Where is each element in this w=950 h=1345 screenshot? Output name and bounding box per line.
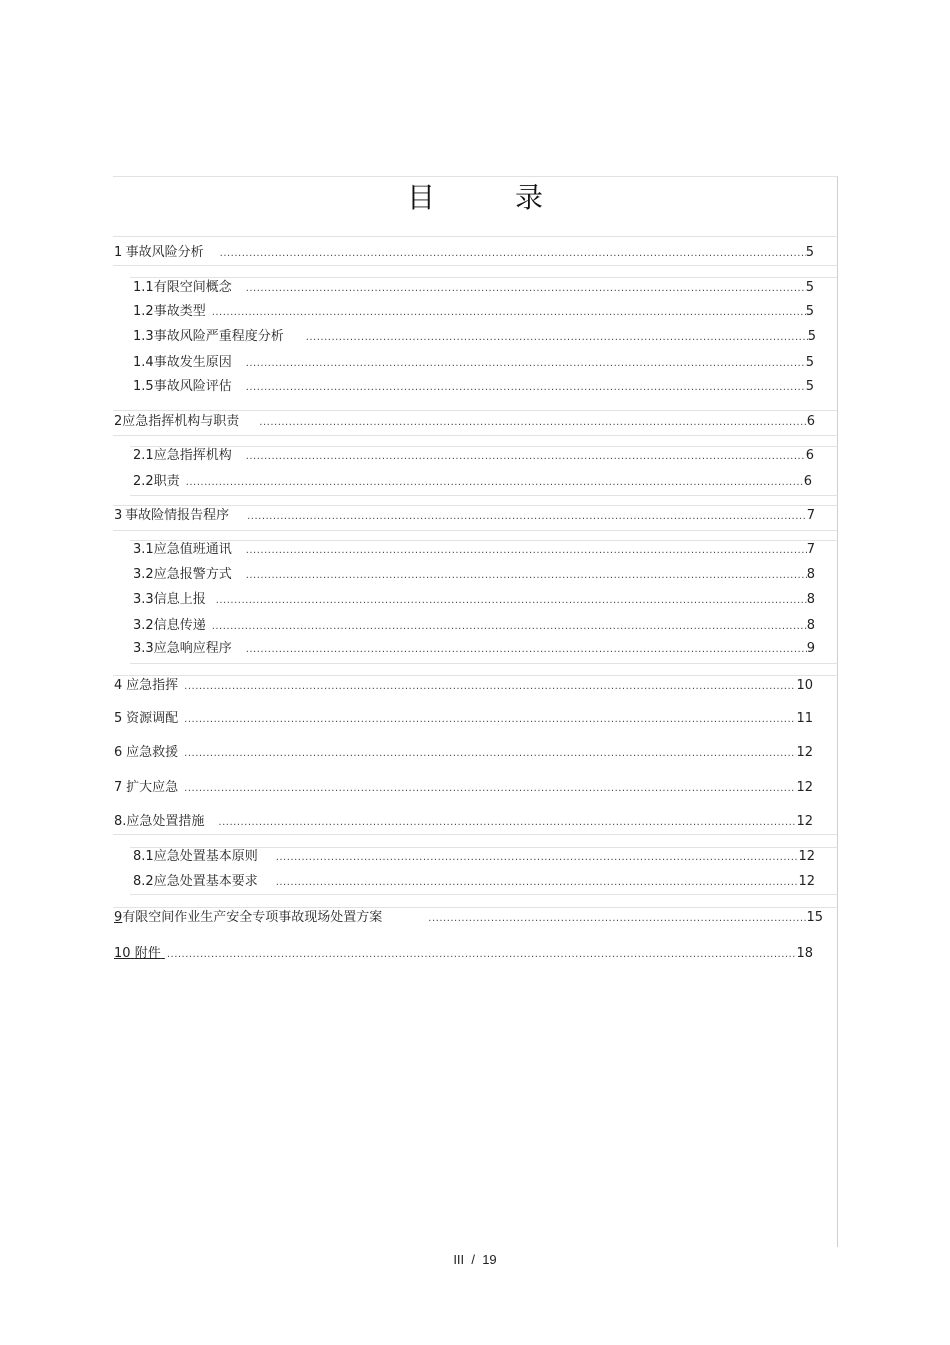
toc-entry[interactable] — [114, 677, 813, 695]
toc-entry-page: 12 — [796, 814, 813, 829]
toc-leader-dots — [253, 414, 806, 432]
toc-entry-title: 应急处置基本原则 — [153, 849, 258, 864]
toc-entry-page: 12 — [796, 780, 813, 795]
toc-entry-number: 2.1 — [133, 448, 154, 463]
toc-entry[interactable] — [114, 507, 815, 525]
toc-leader-dots — [270, 874, 799, 892]
toc-leader-dots — [240, 641, 807, 659]
toc-entry[interactable] — [133, 541, 815, 559]
toc-entry[interactable] — [133, 473, 812, 491]
toc-leader-dots — [240, 280, 806, 298]
toc-leader-dots — [240, 567, 807, 585]
toc-entry-page: 12 — [798, 849, 815, 864]
toc-entry[interactable] — [114, 909, 823, 927]
toc-entry-page: 8 — [806, 618, 815, 633]
toc-entry-number: 1.3 — [133, 329, 154, 344]
toc-entry[interactable] — [114, 813, 813, 831]
toc-entry-title: 事故风险分析 — [125, 245, 204, 260]
toc-leader-dots — [178, 711, 796, 729]
toc-entry[interactable] — [133, 848, 815, 866]
toc-leader-dots — [422, 910, 806, 928]
toc-entry-number: 4 — [114, 678, 123, 693]
toc-entry[interactable] — [114, 244, 814, 262]
toc-entry[interactable] — [133, 617, 815, 635]
toc-entry-title: 应急指挥机构 — [153, 448, 232, 463]
toc-leader-dots — [212, 814, 796, 832]
toc-entry-title: 有限空间概念 — [153, 280, 232, 295]
toc-entry-number: 1.1 — [133, 280, 154, 295]
toc-entry[interactable] — [114, 413, 815, 431]
toc-entry-page: 5 — [807, 329, 816, 344]
toc-entry-page: 12 — [798, 874, 815, 889]
toc-entry-page: 6 — [803, 474, 812, 489]
toc-entry[interactable] — [133, 566, 815, 584]
toc-entry-page: 5 — [805, 355, 814, 370]
toc-entry-number: 3.2 — [133, 567, 154, 582]
toc-entry-number: 3 — [114, 508, 123, 523]
toc-entry-page: 12 — [796, 745, 813, 760]
toc-entry-number: 9 — [114, 910, 123, 925]
toc-entry-link — [114, 945, 165, 963]
toc-entry[interactable] — [133, 279, 814, 297]
toc-entry-number: 3.3 — [133, 592, 154, 607]
toc-entry-title: 资源调配 — [126, 711, 179, 726]
toc-entry-title: 信息上报 — [153, 592, 206, 607]
toc-entry-page: 10 — [796, 678, 813, 693]
toc-entry-number: 2.2 — [133, 474, 154, 489]
toc-entry-title: 应急报警方式 — [153, 567, 232, 582]
toc-entry-number: 1 — [114, 245, 123, 260]
toc-leader-dots — [210, 592, 807, 610]
toc-entry-page: 7 — [806, 542, 815, 557]
toc-entry-page: 5 — [805, 304, 814, 319]
toc-leader-dots — [178, 678, 796, 696]
toc-entry-page: 9 — [806, 641, 815, 656]
toc-entry-number: 8.2 — [133, 874, 154, 889]
page-footer: III / 19 — [453, 1252, 497, 1267]
toc-entry-title: 事故风险评估 — [153, 379, 232, 394]
toc-leader-dots — [270, 849, 799, 867]
toc-leader-dots — [240, 355, 806, 373]
toc-entry[interactable] — [133, 354, 814, 372]
toc-entry-page: 18 — [796, 946, 813, 961]
toc-entry-number: 1.5 — [133, 379, 154, 394]
toc-entry-page: 6 — [806, 414, 815, 429]
toc-entry-page: 5 — [805, 379, 814, 394]
toc-entry-title: 应急指挥机构与职责 — [122, 414, 240, 429]
toc-entry-title: 应急值班通讯 — [153, 542, 232, 557]
toc-entry-title: 有限空间作业生产安全专项事故现场处置方案 — [122, 910, 383, 925]
toc-entry-number: 7 — [114, 780, 123, 795]
toc-leader-dots — [300, 329, 808, 347]
toc-entry-number: 8. — [114, 814, 127, 829]
toc-entry[interactable] — [133, 378, 814, 396]
toc-entry-number: 6 — [114, 745, 123, 760]
toc-entry-number: 1.2 — [133, 304, 154, 319]
toc-leader-dots — [206, 618, 807, 636]
toc-leader-dots — [165, 946, 797, 964]
toc-entry-page: 8 — [806, 567, 815, 582]
page-title: 目 录 — [406, 181, 569, 214]
toc-entry[interactable] — [114, 779, 813, 797]
toc-entry[interactable] — [133, 591, 815, 609]
toc-entry[interactable] — [133, 640, 815, 658]
toc-entry[interactable] — [133, 303, 814, 321]
toc-entry-number: 5 — [114, 711, 123, 726]
toc-entry-number: 10 — [114, 946, 131, 961]
toc-entry-title: 应急指挥 — [126, 678, 179, 693]
toc-entry-title: 信息传递 — [153, 618, 206, 633]
toc-entry-number: 3.1 — [133, 542, 154, 557]
toc-entry-page: 11 — [796, 711, 813, 726]
toc-entry-title: 应急处置基本要求 — [153, 874, 258, 889]
toc-entry-page: 6 — [805, 448, 814, 463]
toc-entry-number: 3.3 — [133, 641, 154, 656]
toc-leader-dots — [240, 448, 806, 466]
toc-entry[interactable] — [133, 447, 814, 465]
toc-entry[interactable] — [133, 328, 816, 346]
toc-leader-dots — [240, 542, 807, 560]
toc-leader-dots — [206, 304, 806, 322]
toc-entry-page: 5 — [805, 280, 814, 295]
toc-entry-number: 1.4 — [133, 355, 154, 370]
toc-entry-title: 事故发生原因 — [153, 355, 232, 370]
toc-entry[interactable] — [114, 710, 813, 728]
toc-entry-page: 7 — [806, 508, 815, 523]
toc-leader-dots — [214, 245, 806, 263]
toc-entry-title: 应急处置措施 — [126, 814, 205, 829]
toc-entry-title: 附件 — [134, 946, 161, 961]
toc-entry-page: 5 — [805, 245, 814, 260]
toc-leader-dots — [178, 780, 796, 798]
toc-entry-title: 应急响应程序 — [153, 641, 232, 656]
toc-entry-title: 扩大应急 — [126, 780, 179, 795]
toc-entry-page: 8 — [806, 592, 815, 607]
toc-entry-page: 15 — [806, 910, 823, 925]
toc-entry-title: 事故风险严重程度分析 — [153, 329, 284, 344]
toc-entry-number: 8.1 — [133, 849, 154, 864]
toc-entry-title: 事故险情报告程序 — [125, 508, 230, 523]
toc-entry-number: 3.2 — [133, 618, 154, 633]
toc-entry[interactable] — [114, 945, 813, 963]
toc-entry[interactable] — [114, 744, 813, 762]
toc-entry[interactable] — [133, 873, 815, 891]
toc-entry-title: 职责 — [153, 474, 180, 489]
toc-leader-dots — [180, 474, 804, 492]
toc-entry-title: 应急救援 — [126, 745, 179, 760]
toc-leader-dots — [241, 508, 807, 526]
toc-entry-title: 事故类型 — [153, 304, 206, 319]
toc-leader-dots — [178, 745, 796, 763]
toc-entry-number: 2 — [114, 414, 123, 429]
toc-leader-dots — [240, 379, 806, 397]
